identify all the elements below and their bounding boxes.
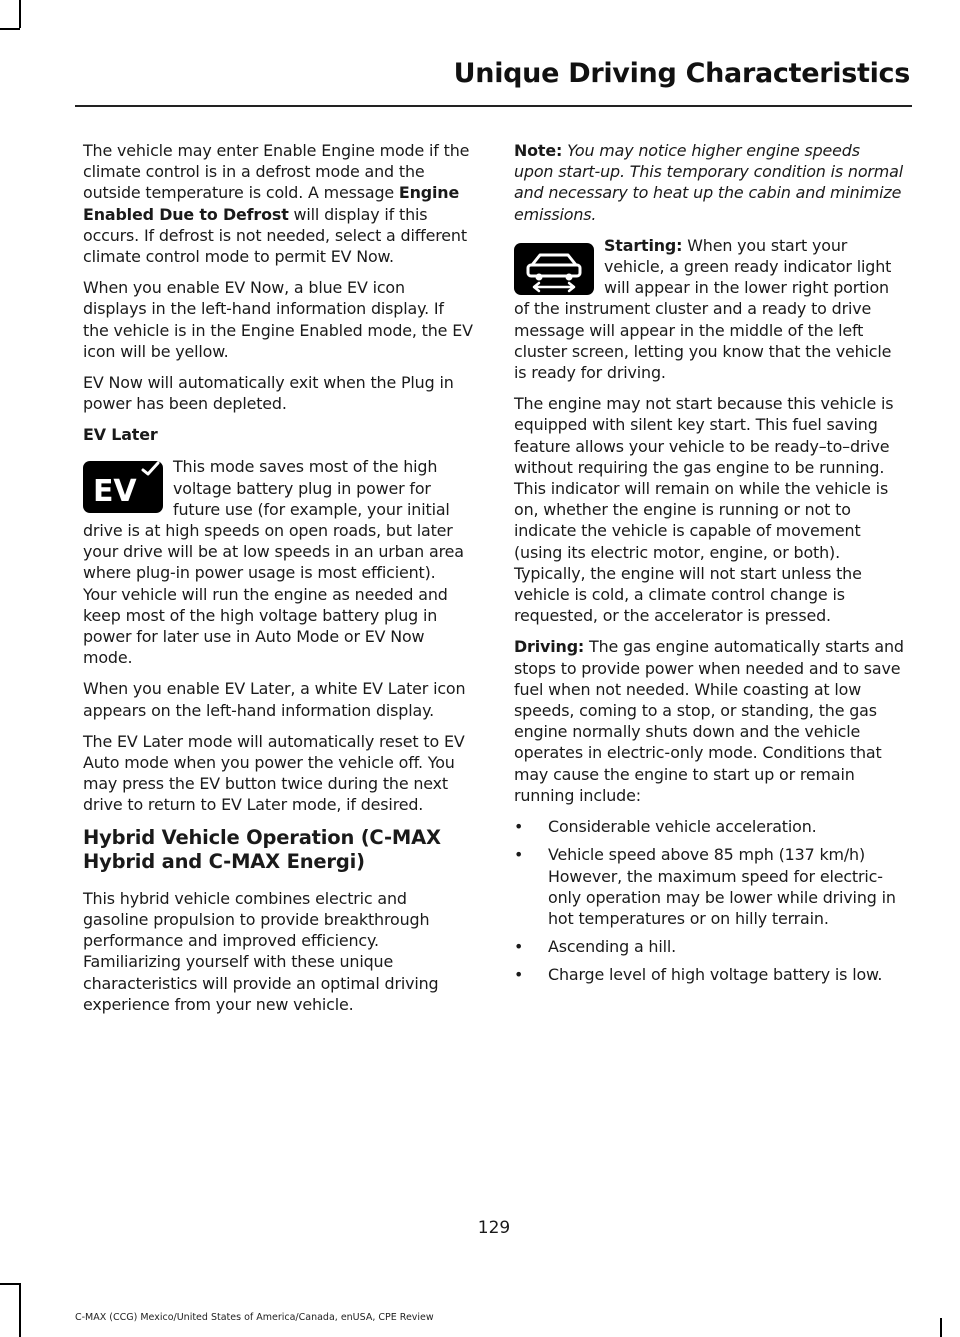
paragraph-ev-now: When you enable EV Now, a blue EV icon displays in the left-hand information display. If the vehicle is in the Engine Enabled mode, the EV icon will be yellow. bbox=[83, 278, 473, 361]
paragraph-silent-key-start: The engine may not start because this vehicle is equipped with silent key start. This fuel saving feature allows your vehicle to be ready–to–drive without requiring the gas engine to be running. This indicator will remain on while the vehicle is on, whether the engine is running or not to indicate the vehicle is capable of movement (using its electric motor, engine, or both). Typically, the engine will not start unless the vehicle is cold, a climate control change is requested, or the accelerator is pressed. bbox=[514, 394, 894, 626]
ready-to-drive-icon bbox=[514, 243, 594, 295]
note-text: You may notice higher engine speeds upon start-up. This temporary condition is normal and necessary to heat up the cabin and minimize emissions. bbox=[514, 141, 903, 224]
heading-ev-later: EV Later bbox=[83, 425, 158, 445]
page-title: Unique Driving Characteristics bbox=[453, 58, 910, 89]
crop-mark bbox=[19, 0, 21, 28]
note-label: Note: bbox=[514, 141, 563, 160]
bullet: • bbox=[514, 937, 524, 957]
bullet: • bbox=[514, 817, 524, 837]
text: The vehicle may enter Enable Engine mode if the climate control is in a defrost mode and the outside temperature is cold. A message bbox=[83, 141, 470, 203]
list-item bbox=[514, 964, 904, 985]
list-item-text: Ascending a hill. bbox=[548, 937, 677, 957]
crop-mark bbox=[0, 1283, 20, 1285]
bullet: • bbox=[514, 965, 524, 985]
starting-label: Starting: bbox=[604, 235, 683, 255]
text: will display if this occurs. If defrost is not needed, select a different climate control mode to permit EV Now. bbox=[83, 204, 467, 267]
right-column bbox=[514, 140, 904, 993]
list-item bbox=[514, 844, 904, 929]
section-heading: Hybrid Vehicle Operation (C-MAX Hybrid and C-MAX Energi) bbox=[83, 825, 441, 873]
list-item bbox=[514, 816, 904, 837]
paragraph-ev-later-icon: When you enable EV Later, a white EV Later icon appears on the left-hand information display. bbox=[83, 679, 466, 720]
ev-icon-text: EV bbox=[93, 474, 137, 510]
left-column bbox=[83, 140, 473, 1025]
note bbox=[514, 140, 904, 225]
list-item-text: Vehicle speed above 85 mph (137 km/h) However, the maximum speed for electric-only operation may be lower while driving in hot temperatures or on hilly terrain. bbox=[548, 845, 896, 928]
crop-mark bbox=[940, 1318, 942, 1337]
crop-mark bbox=[0, 28, 20, 30]
bullet: • bbox=[514, 845, 524, 865]
crop-mark bbox=[19, 1283, 21, 1337]
paragraph-defrost bbox=[83, 140, 473, 267]
driving-label: Driving: bbox=[514, 637, 585, 657]
list-item bbox=[514, 936, 904, 957]
header-divider bbox=[75, 105, 912, 107]
ev-later-icon bbox=[83, 461, 163, 513]
footer-text: C-MAX (CCG) Mexico/United States of America/Canada, enUSA, CPE Review bbox=[75, 1312, 434, 1323]
list-item-text: Charge level of high voltage battery is low. bbox=[548, 965, 883, 985]
paragraph-ev-now-exit: EV Now will automatically exit when the Plug in power has been depleted. bbox=[83, 373, 454, 414]
message-text: Engine Enabled Due to Defrost bbox=[83, 183, 460, 224]
paragraph-driving bbox=[514, 636, 904, 806]
paragraph-ev-later: This mode saves most of the high voltage battery plug in power for future use (for example, your initial drive is at high speeds on open roads, but later your drive will be at low speeds in an urban area where plug-in power usage is most efficient). Your vehicle will run the engine as needed and keep most of the high voltage battery plug in power for later use in Auto Mode or EV Now mode. bbox=[83, 457, 464, 668]
text: The gas engine automatically starts and stops to provide power when needed and to save fuel when not needed. While coasting at low speeds, coming to a stop, or standing, the gas engine normally shuts down and the vehicle operates in electric-only mode. Conditions that may cause the engine to start up or remain running include: bbox=[514, 637, 904, 805]
list-item-text: Considerable vehicle acceleration. bbox=[548, 817, 817, 837]
text: When you start your vehicle, a green ready indicator light will appear in the lower right portion of the instrument cluster and a ready to drive message will appear in the middle of the left cluster screen, letting you know that the vehicle is ready for driving. bbox=[514, 235, 892, 383]
page-number: 129 bbox=[477, 1218, 511, 1238]
conditions-list bbox=[514, 816, 904, 985]
paragraph-ev-later-reset: The EV Later mode will automatically reset to EV Auto mode when you power the vehicle off. You may press the EV button twice during the next drive to return to EV Later mode, if desired. bbox=[83, 731, 465, 815]
paragraph-hybrid: This hybrid vehicle combines electric and gasoline propulsion to provide breakthrough performance and improved efficiency. Familiarizing yourself with these unique characteristics will provide an optimal driving experience from your new vehicle. bbox=[83, 888, 439, 1014]
